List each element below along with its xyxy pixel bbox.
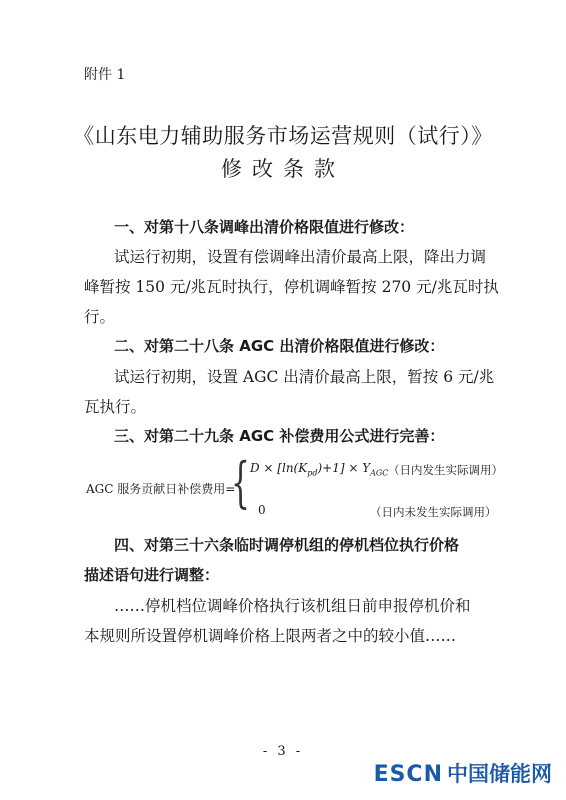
section-2-heading: 二、对第二十八条 AGC 出清价格限值进行修改： bbox=[114, 337, 445, 355]
watermark-text: 中国储能网 bbox=[447, 762, 552, 786]
formula-case-1-note: （日内发生实际调用） bbox=[388, 463, 503, 477]
formula-label: AGC 服务贡献日补偿费用= bbox=[86, 482, 236, 496]
section-1-line-2: 峰暂按 150 元/兆瓦时执行，停机调峰暂按 270 元/兆瓦时执 bbox=[84, 278, 499, 296]
watermark-logo: ESCN bbox=[373, 762, 443, 787]
section-4-heading: 四、对第三十六条临时调停机组的停机档位执行价格 bbox=[114, 536, 460, 554]
section-4-line-2: 本规则所设置停机调峰价格上限两者之中的较小值…… bbox=[84, 627, 457, 645]
section-4-heading-cont: 描述语句进行调整： bbox=[84, 566, 220, 584]
formula-brace: { bbox=[231, 451, 250, 514]
formula-case-2-note: （日内未发生实际调用） bbox=[370, 505, 497, 519]
section-1-heading: 一、对第十八条调峰出清价格限值进行修改： bbox=[114, 218, 415, 236]
section-2-line-2: 瓦执行。 bbox=[84, 398, 147, 416]
formula-case-1: $D \times [\ln(K_{pd})+1] \times Y_{AGC}$ bbox=[250, 461, 389, 478]
attachment-label: 附件 1 bbox=[84, 67, 126, 83]
section-2-line-1: 试运行初期，设置 AGC 出清价最高上限，暂按 6 元/兆 bbox=[114, 368, 495, 386]
section-3-heading: 三、对第二十九条 AGC 补偿费用公式进行完善： bbox=[114, 427, 445, 445]
document-subtitle: 修改条款 bbox=[221, 157, 345, 181]
document-title: 《山东电力辅助服务市场运营规则（试行）》 bbox=[73, 124, 493, 148]
section-1-line-3: 行。 bbox=[84, 308, 116, 326]
page-number: - 3 - bbox=[262, 744, 304, 759]
section-1-line-1: 试运行初期，设置有偿调峰出清价最高上限，降出力调 bbox=[114, 248, 487, 266]
section-4-line-1: ……停机档位调峰价格执行该机组日前申报停机价和 bbox=[114, 597, 471, 615]
watermark bbox=[374, 758, 552, 788]
formula-case-2: 0 bbox=[258, 503, 266, 517]
